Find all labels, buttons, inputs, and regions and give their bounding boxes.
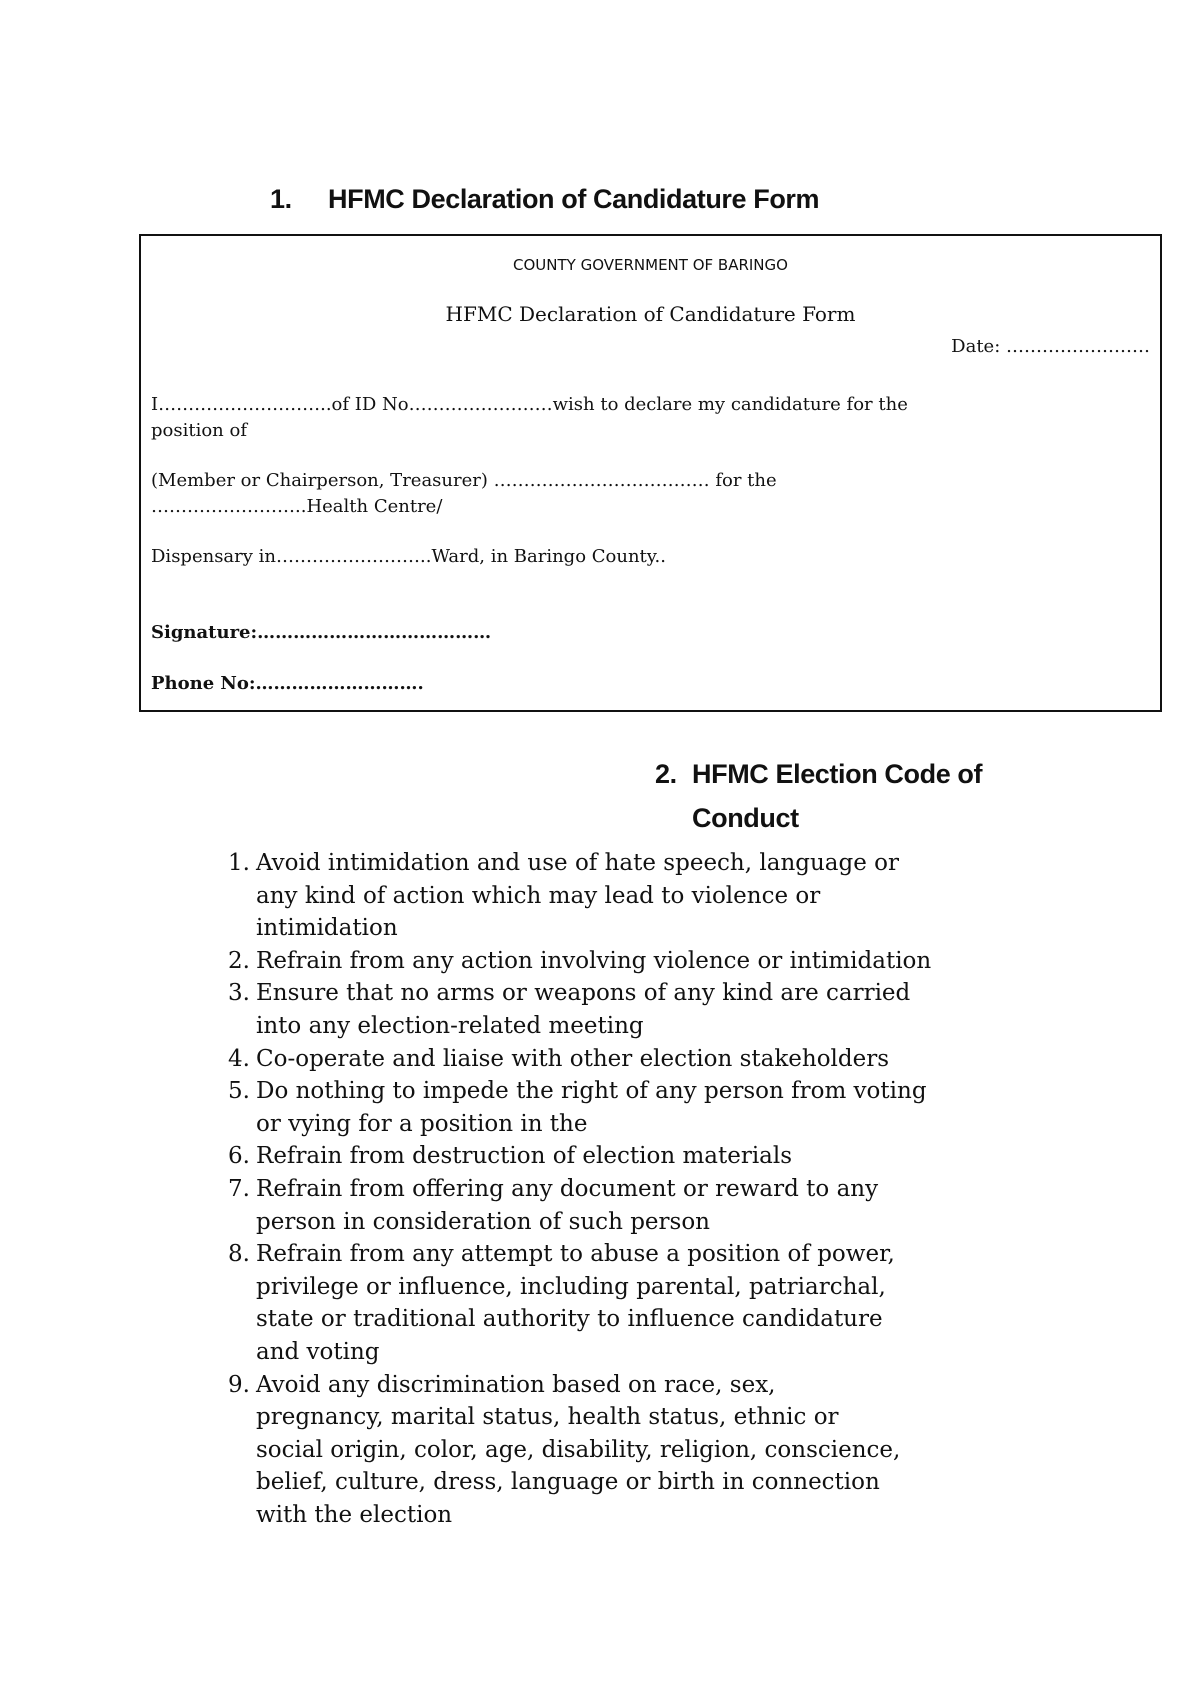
list-item-number: 1. (228, 850, 250, 876)
candidature-form (139, 234, 1162, 712)
list-item-line: with the election (256, 1501, 453, 1528)
list-item-line: any kind of action which may lead to violence or (256, 882, 821, 909)
section-1-title: HFMC Declaration of Candidature Form (328, 184, 820, 214)
section-2-number: 2. (655, 759, 677, 789)
list-item-line: belief, culture, dress, language or birth in connection (256, 1469, 880, 1496)
list-item-line: privilege or influence, including parental, patriarchal, (256, 1273, 886, 1300)
list-item-line: Refrain from any attempt to abuse a position of power, (256, 1241, 895, 1268)
form-title: HFMC Declaration of Candidature Form (445, 302, 856, 326)
list-item-line: Refrain from any action involving violence or intimidation (256, 947, 932, 974)
section-1-heading (270, 184, 819, 215)
list-item-line: Ensure that no arms or weapons of any kind are carried (256, 980, 911, 1007)
dispensary-line: Dispensary in……………………..Ward, in Baringo County.. (151, 546, 667, 567)
list-item-line: Avoid intimidation and use of hate speech, language or (256, 850, 899, 876)
list-item-line: state or traditional authority to influence candidature (256, 1306, 883, 1333)
list-item-number: 5. (228, 1078, 250, 1105)
list-item (228, 847, 1028, 945)
declaration-line (151, 392, 1150, 444)
signature-field: Signature:………………………………… (151, 622, 492, 643)
phone-field: Phone No:………………………. (151, 673, 424, 694)
list-item (228, 1075, 1028, 1140)
list-item (228, 1173, 1028, 1238)
list-item-line: or vying for a position in the (256, 1110, 588, 1137)
list-item-line: social origin, color, age, disability, religion, conscience, (256, 1436, 901, 1463)
position-line-2: ……………………..Health Centre/ (151, 496, 443, 517)
list-item-line: into any election-related meeting (256, 1012, 644, 1039)
position-line-1: (Member or Chairperson, Treasurer) ……………………………… for the (151, 470, 777, 491)
declaration-line-2: position of (151, 420, 247, 441)
list-item (228, 977, 1028, 1042)
list-item-line: Co-operate and liaise with other election stakeholders (256, 1045, 890, 1072)
position-line (151, 468, 1150, 520)
date-field: Date: …………………… (951, 336, 1150, 357)
list-item-line: Refrain from destruction of election materials (256, 1143, 793, 1170)
section-2-heading (655, 752, 1015, 840)
list-item-line: Refrain from offering any document or reward to any (256, 1175, 879, 1202)
section-2-title-line-2: Conduct (692, 803, 799, 833)
list-item (228, 945, 1028, 978)
list-item-number: 8. (228, 1241, 250, 1268)
list-item-number: 3. (228, 980, 250, 1007)
list-item (228, 1043, 1028, 1076)
list-item-number: 7. (228, 1175, 250, 1202)
list-item (228, 1238, 1028, 1368)
list-item (228, 1140, 1028, 1173)
code-of-conduct-list (228, 847, 1028, 1531)
section-1-number: 1. (270, 184, 292, 214)
county-name: COUNTY GOVERNMENT OF BARINGO (513, 256, 788, 274)
list-item-line: pregnancy, marital status, health status, ethnic or (256, 1404, 839, 1431)
list-item-line: person in consideration of such person (256, 1208, 710, 1235)
list-item-number: 6. (228, 1143, 250, 1170)
list-item-line: intimidation (256, 915, 398, 942)
section-2-title-line-1: HFMC Election Code of (692, 759, 983, 789)
list-item (228, 1369, 1028, 1532)
list-item-number: 2. (228, 947, 250, 974)
list-item-number: 9. (228, 1371, 250, 1398)
list-item-number: 4. (228, 1045, 250, 1072)
declaration-line-1: I………………………..of ID No……………………wish to declare my candidature for the (151, 394, 908, 415)
list-item-line: Avoid any discrimination based on race, sex, (256, 1371, 776, 1398)
list-item-line: Do nothing to impede the right of any person from voting (256, 1078, 927, 1105)
list-item-line: and voting (256, 1338, 380, 1365)
